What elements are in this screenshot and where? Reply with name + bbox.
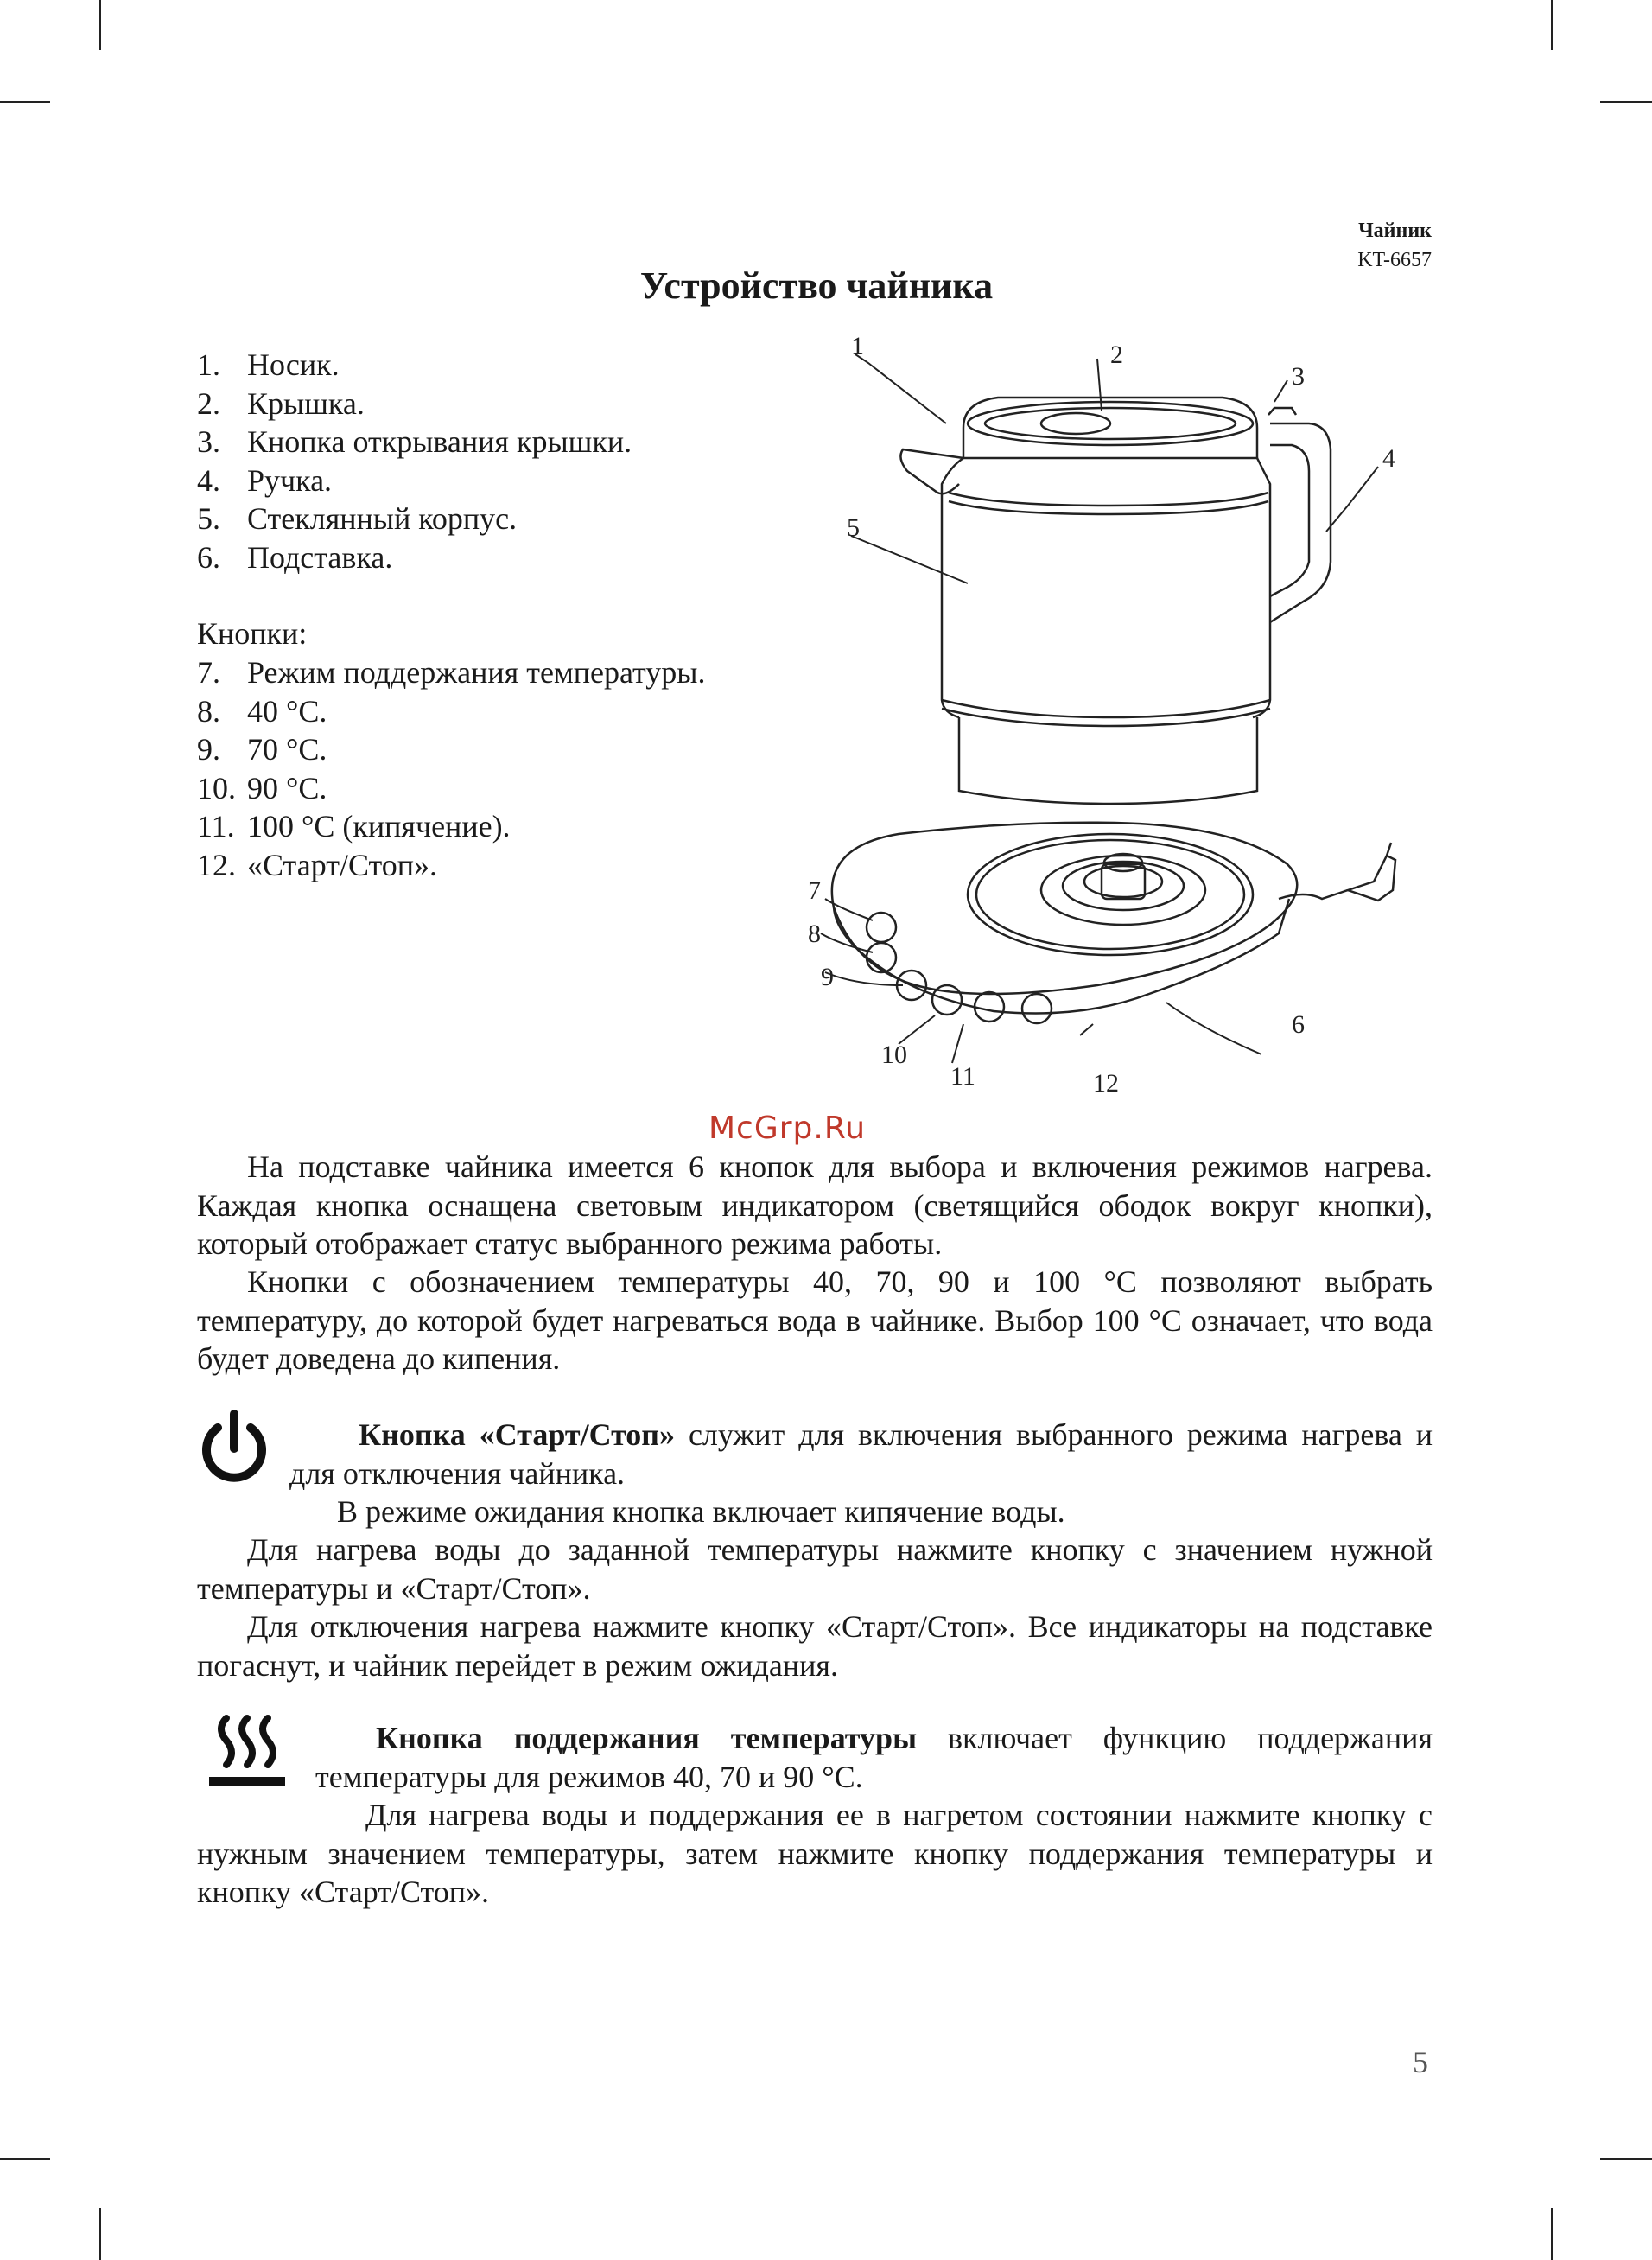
list-item: 7. Режим поддержания температуры. (197, 655, 706, 690)
paragraph: Для отключения нагрева нажмите кнопку «Старт/Стоп». Все индикаторы на подставке погаснут, и чайник перейдет в режим ожидания. (197, 1609, 1433, 1683)
list-item: 2. Крышка. (197, 385, 365, 421)
callout-4: 4 (1382, 444, 1395, 473)
list-item: 3. Кнопка открывания крышки. (197, 424, 632, 459)
kettle-base (832, 823, 1395, 1023)
callout-8: 8 (808, 920, 821, 948)
paragraph: Для нагрева воды и поддержания ее в нагретом состоянии нажмите кнопку с нужным значением температуры, затем нажмите кнопку поддержания температуры и кнопку «Старт/Стоп». (197, 1798, 1433, 1909)
callout-2: 2 (1110, 341, 1123, 369)
callout-5: 5 (847, 513, 860, 542)
callout-7: 7 (808, 876, 821, 905)
list-item: 8. 40 °C. (197, 693, 327, 729)
callout-6: 6 (1292, 1010, 1305, 1039)
list-item: 6. Подставка. (197, 539, 393, 575)
callout-11: 11 (950, 1062, 975, 1091)
watermark: McGrp.Ru (708, 1111, 867, 1146)
paragraph: На подставке чайника имеется 6 кнопок для выбора и включения режимов нагрева. Каждая кнопка оснащена световым индикатором (светящийся ободок вокруг кнопки), который отображает статус выбранного режима работы. (197, 1149, 1433, 1261)
callout-leaders (821, 354, 1378, 1063)
paragraph: Для нагрева воды до заданной температуры нажмите кнопку с значением нужной температуры и «Старт/Стоп». (197, 1532, 1433, 1606)
crop-mark (99, 2208, 101, 2260)
callout-9: 9 (821, 963, 834, 991)
list-item: 5. Стеклянный корпус. (197, 501, 518, 536)
page-number: 5 (1413, 2045, 1428, 2079)
list-item: 12. «Старт/Стоп». (197, 847, 438, 882)
parts-list (197, 346, 632, 576)
kettle-diagram (752, 328, 1408, 1106)
crop-mark (0, 101, 50, 103)
keep-warm-icon (207, 1713, 287, 1795)
crop-mark (99, 0, 101, 50)
list-item: 11. 100 °C (кипячение). (197, 809, 511, 844)
start-stop-label: Кнопка «Старт/Стоп» (359, 1417, 676, 1452)
crop-mark (1600, 2158, 1652, 2160)
power-icon (197, 1409, 271, 1493)
list-item: 9. 70 °C. (197, 732, 327, 767)
callout-12: 12 (1093, 1069, 1119, 1098)
paragraph: В режиме ожидания кнопка включает кипячение воды. (337, 1494, 1065, 1529)
paragraph: Кнопки с обозначением температуры 40, 70, 90 и 100 °C позволяют выбрать температуру, до которой будет нагреваться вода в чайнике. Выбор 100 °C означает, что вода будет доведена до кипения. (197, 1264, 1433, 1376)
list-item: 10. 90 °C. (197, 770, 327, 805)
page-title: Устройство чайника (639, 264, 994, 307)
list-item: 1. Носик. (197, 347, 340, 382)
buttons-list (197, 653, 705, 884)
callout-10: 10 (881, 1041, 907, 1069)
crop-mark (0, 2158, 50, 2160)
crop-mark (1551, 0, 1553, 50)
start-stop-description: Кнопка «Старт/Стоп» служит для включения выбранного режима нагрева и для отключения чайника. (289, 1417, 1433, 1491)
product-name: Чайник (1358, 220, 1432, 242)
model-number: KT-6657 (1357, 249, 1432, 271)
keep-warm-description: Кнопка поддержания температуры включает функцию поддержания температуры для режимов 40, 70 и 90 °C. (315, 1721, 1433, 1794)
crop-mark (1600, 101, 1652, 103)
keep-warm-label: Кнопка поддержания температуры (376, 1721, 918, 1755)
list-item: 4. Ручка. (197, 462, 333, 498)
crop-mark (1551, 2208, 1553, 2260)
callout-1: 1 (851, 332, 864, 360)
kettle-body (900, 398, 1331, 804)
buttons-heading: Кнопки: (197, 616, 308, 651)
callout-3: 3 (1292, 362, 1305, 391)
